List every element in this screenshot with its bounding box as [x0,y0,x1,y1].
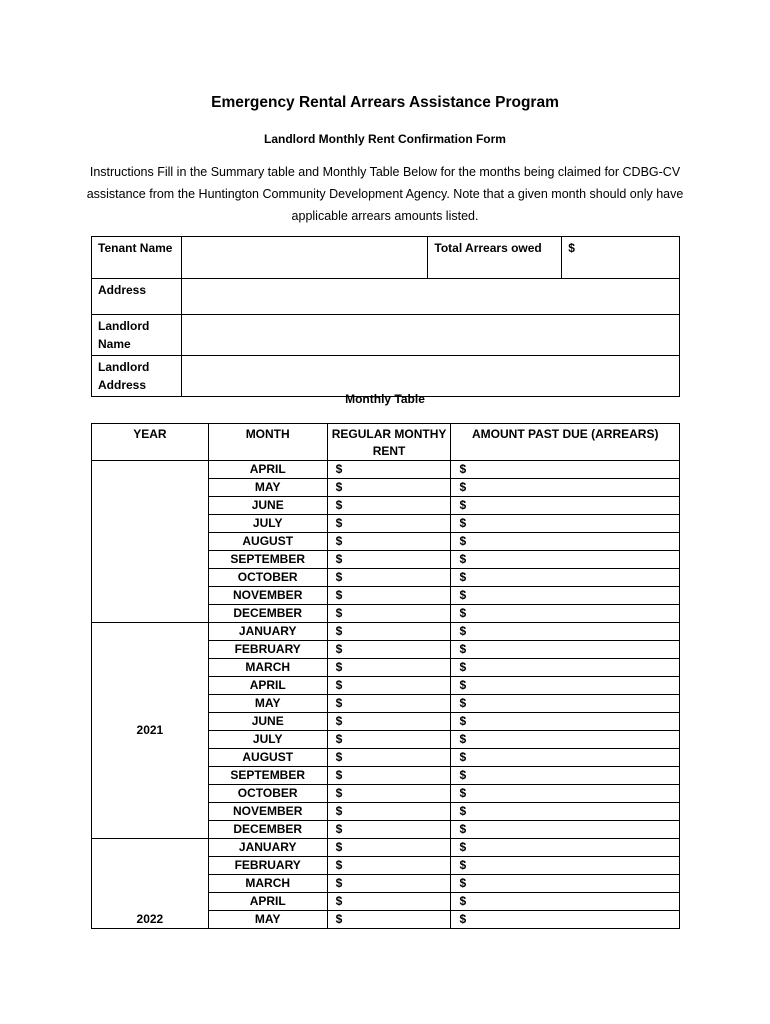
address-field[interactable] [181,279,679,315]
arrears-field[interactable]: $ [451,767,680,785]
year-label: 2021 [136,723,164,737]
month-cell: OCTOBER [208,569,327,587]
arrears-field[interactable]: $ [451,677,680,695]
regular-rent-field[interactable]: $ [327,821,451,839]
landlord-address-label: Landlord Address [92,356,182,397]
month-cell: MAY [208,479,327,497]
arrears-field[interactable]: $ [451,587,680,605]
month-cell: JANUARY [208,839,327,857]
arrears-field[interactable]: $ [451,641,680,659]
monthly-table-title: Monthly Table [345,392,425,406]
arrears-field[interactable]: $ [451,695,680,713]
total-arrears-label: Total Arrears owed [428,237,562,279]
regular-rent-field[interactable]: $ [327,533,451,551]
arrears-field[interactable]: $ [451,875,680,893]
regular-rent-field[interactable]: $ [327,785,451,803]
table-row [92,623,680,641]
table-row [92,839,680,857]
address-label: Address [92,279,182,315]
year-label: 2022 [136,912,164,926]
regular-rent-field[interactable]: $ [327,479,451,497]
month-cell: APRIL [208,677,327,695]
month-cell: MARCH [208,875,327,893]
arrears-field[interactable]: $ [451,659,680,677]
month-cell: DECEMBER [208,605,327,623]
month-cell: APRIL [208,893,327,911]
month-cell: DECEMBER [208,821,327,839]
column-header-month: MONTH [208,424,327,461]
month-cell: JUNE [208,713,327,731]
landlord-name-label: Landlord Name [92,315,182,356]
regular-rent-field[interactable]: $ [327,641,451,659]
landlord-name-field[interactable] [181,315,679,356]
regular-rent-field[interactable]: $ [327,731,451,749]
regular-rent-field[interactable]: $ [327,839,451,857]
arrears-field[interactable]: $ [451,533,680,551]
column-header-year: YEAR [92,424,209,461]
arrears-field[interactable]: $ [451,479,680,497]
monthly-table [91,423,680,929]
regular-rent-field[interactable]: $ [327,893,451,911]
month-cell: SEPTEMBER [208,767,327,785]
regular-rent-field[interactable]: $ [327,677,451,695]
arrears-field[interactable]: $ [451,515,680,533]
regular-rent-field[interactable]: $ [327,767,451,785]
arrears-field[interactable]: $ [451,785,680,803]
form-subtitle: Landlord Monthly Rent Confirmation Form [264,132,506,146]
month-cell: MAY [208,695,327,713]
month-cell: FEBRUARY [208,641,327,659]
arrears-field[interactable]: $ [451,713,680,731]
regular-rent-field[interactable]: $ [327,497,451,515]
month-cell: FEBRUARY [208,857,327,875]
regular-rent-field[interactable]: $ [327,713,451,731]
regular-rent-field[interactable]: $ [327,515,451,533]
total-arrears-field[interactable]: $ [562,237,680,279]
table-row [92,461,680,479]
year-cell [92,839,209,929]
arrears-field[interactable]: $ [451,821,680,839]
month-cell: APRIL [208,461,327,479]
arrears-field[interactable]: $ [451,839,680,857]
regular-rent-field[interactable]: $ [327,911,451,929]
regular-rent-field[interactable]: $ [327,461,451,479]
monthly-table-body [92,461,680,929]
regular-rent-field[interactable]: $ [327,605,451,623]
arrears-field[interactable]: $ [451,605,680,623]
month-cell: NOVEMBER [208,803,327,821]
arrears-field[interactable]: $ [451,461,680,479]
regular-rent-field[interactable]: $ [327,857,451,875]
summary-table [91,236,680,397]
column-header-regular-rent: REGULAR MONTHY RENT [327,424,451,461]
arrears-field[interactable]: $ [451,731,680,749]
regular-rent-field[interactable]: $ [327,569,451,587]
tenant-name-label: Tenant Name [92,237,182,279]
arrears-field[interactable]: $ [451,551,680,569]
year-cell [92,623,209,839]
landlord-address-field[interactable] [181,356,679,397]
month-cell: MARCH [208,659,327,677]
month-cell: NOVEMBER [208,587,327,605]
regular-rent-field[interactable]: $ [327,803,451,821]
tenant-name-field[interactable] [181,237,427,279]
year-cell [92,461,209,623]
month-cell: AUGUST [208,749,327,767]
month-cell: MAY [208,911,327,929]
month-cell: SEPTEMBER [208,551,327,569]
arrears-field[interactable]: $ [451,749,680,767]
month-cell: JUNE [208,497,327,515]
arrears-field[interactable]: $ [451,911,680,929]
regular-rent-field[interactable]: $ [327,875,451,893]
arrears-field[interactable]: $ [451,893,680,911]
regular-rent-field[interactable]: $ [327,695,451,713]
arrears-field[interactable]: $ [451,623,680,641]
form-title: Emergency Rental Arrears Assistance Program [211,94,559,111]
instructions-text: Instructions Fill in the Summary table and Monthly Table Below for the months being claimed for CDBG-CV assistance from the Huntington Community Development Agency. Note that a given month should only have applicable arrears amounts listed. [86,165,684,223]
column-header-arrears: AMOUNT PAST DUE (ARREARS) [451,424,680,461]
month-cell: JANUARY [208,623,327,641]
month-cell: JULY [208,515,327,533]
regular-rent-field[interactable]: $ [327,551,451,569]
arrears-field[interactable]: $ [451,569,680,587]
regular-rent-field[interactable]: $ [327,659,451,677]
arrears-field[interactable]: $ [451,803,680,821]
regular-rent-field[interactable]: $ [327,623,451,641]
month-cell: AUGUST [208,533,327,551]
month-cell: JULY [208,731,327,749]
arrears-field[interactable]: $ [451,497,680,515]
month-cell: OCTOBER [208,785,327,803]
arrears-field[interactable]: $ [451,857,680,875]
regular-rent-field[interactable]: $ [327,749,451,767]
regular-rent-field[interactable]: $ [327,587,451,605]
